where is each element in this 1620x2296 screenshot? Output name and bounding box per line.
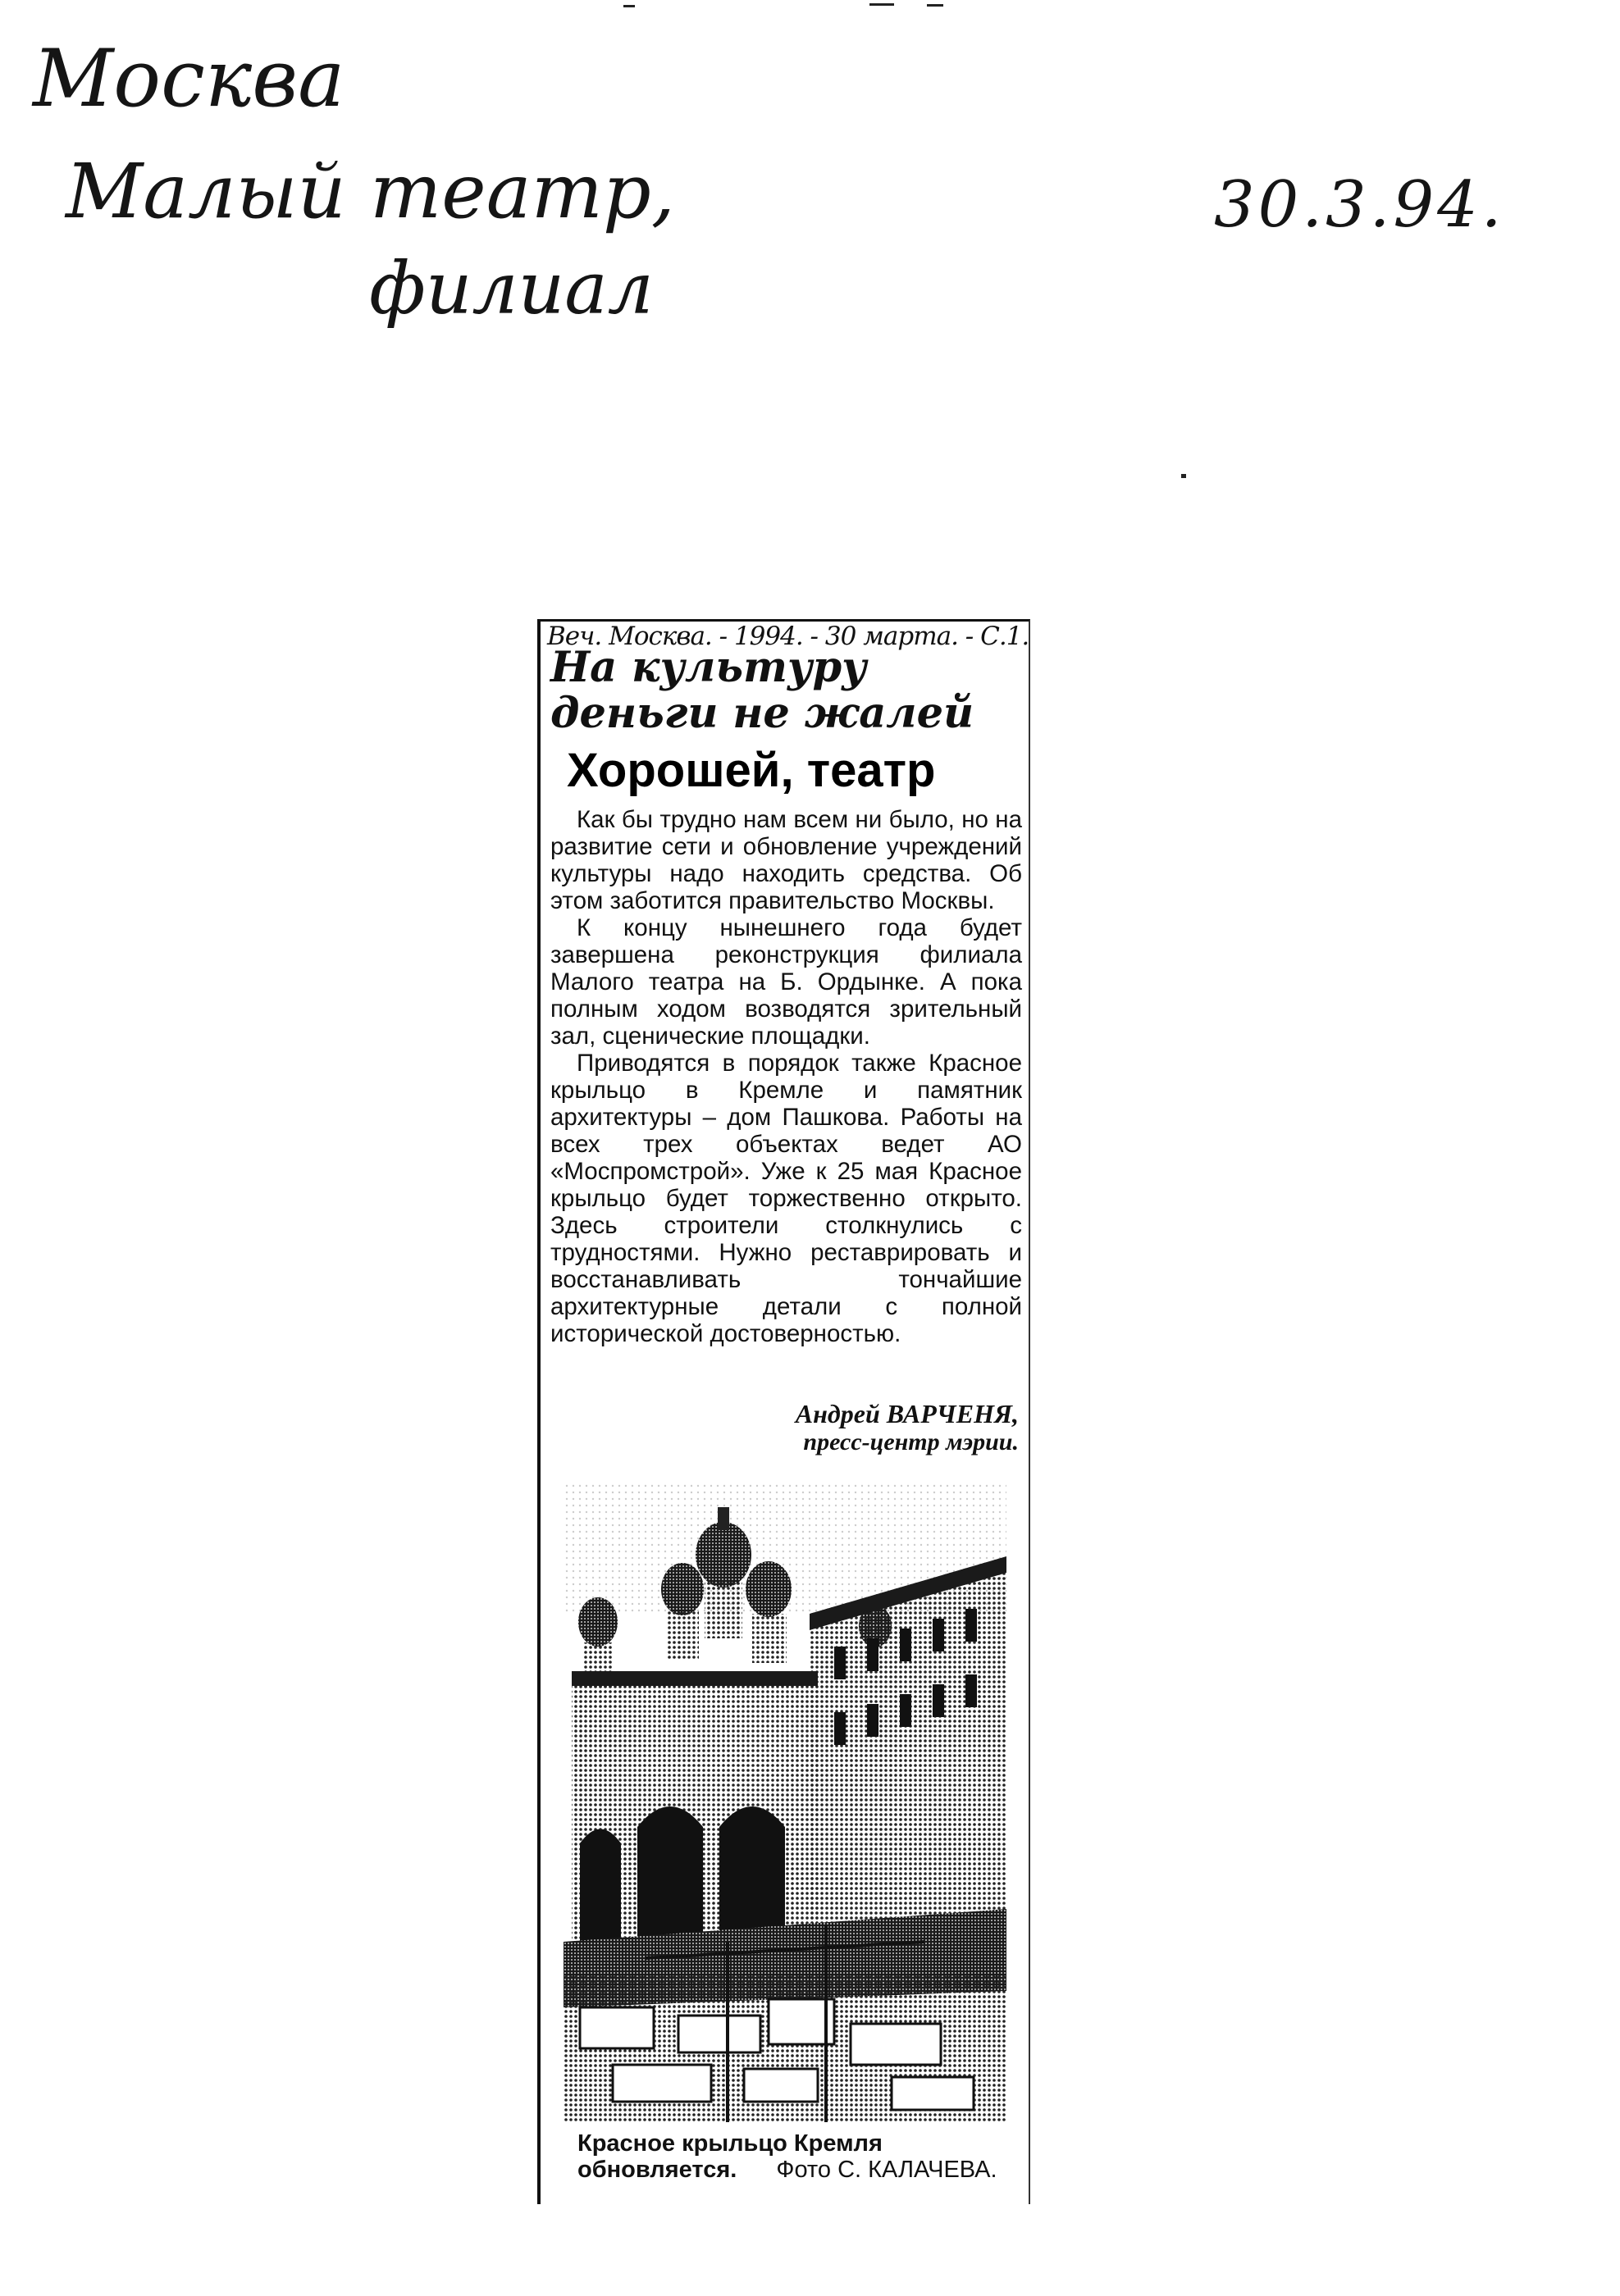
handwritten-date: 30.3.94. xyxy=(1214,168,1505,242)
author-role: пресс-центр мэрии. xyxy=(803,1428,1019,1456)
scan-speck xyxy=(869,3,894,6)
scan-speck xyxy=(623,5,635,7)
article-paragraph: Приводятся в порядок также Красное крыльцо в Кремле и памятник архитектуры – дом Пашкова. Работы на всех трех объектах ведет АО «Моспромстрой». Уже к 25 мая Красное крыльцо будет торжественно открыто. Здесь строители столкнулись с трудностями. Нужно реставрировать и восстанавливать тончайшие архитектурные детали с полной исторической достоверностью. xyxy=(550,1050,1022,1347)
caption-text: Красное крыльцо Кремля обновляется. xyxy=(577,2130,883,2183)
author-signature xyxy=(796,1399,1019,1456)
scan-speck xyxy=(1181,474,1186,478)
author-name: Андрей ВАРЧЕНЯ, xyxy=(795,1399,1019,1428)
handwritten-branch: филиал xyxy=(369,246,654,330)
article-body xyxy=(550,806,1022,1347)
scan-speck xyxy=(927,4,943,7)
handwritten-theatre: Малый театр, xyxy=(66,148,675,235)
article-paragraph: К концу нынешнего года будет завершена реконструкция филиала Малого театра на Б. Ордынке. А пока полным ходом возводятся зрительный зал, сценические площадки. xyxy=(550,914,1022,1050)
article-headline: Хорошей, театр xyxy=(567,744,936,797)
newspaper-clipping xyxy=(537,619,1030,2204)
article-rubric: На культуру деньги не жалей xyxy=(550,643,974,738)
photo-credit: Фото С. КАЛАЧЕВА. xyxy=(776,2157,997,2183)
article-paragraph: Как бы трудно нам всем ни было, но на развитие сети и обновление учреждений культуры надо находить средства. Об этом заботится правительство Москвы. xyxy=(550,806,1022,914)
photo-caption xyxy=(577,2130,1004,2183)
kremlin-photo xyxy=(564,1483,1006,2122)
source-annotation: Веч. Москва. - 1994. - 30 марта. - С.1. xyxy=(547,622,1029,651)
handwritten-city: Москва xyxy=(33,33,345,125)
kremlin-photo-image xyxy=(564,1483,1006,2122)
